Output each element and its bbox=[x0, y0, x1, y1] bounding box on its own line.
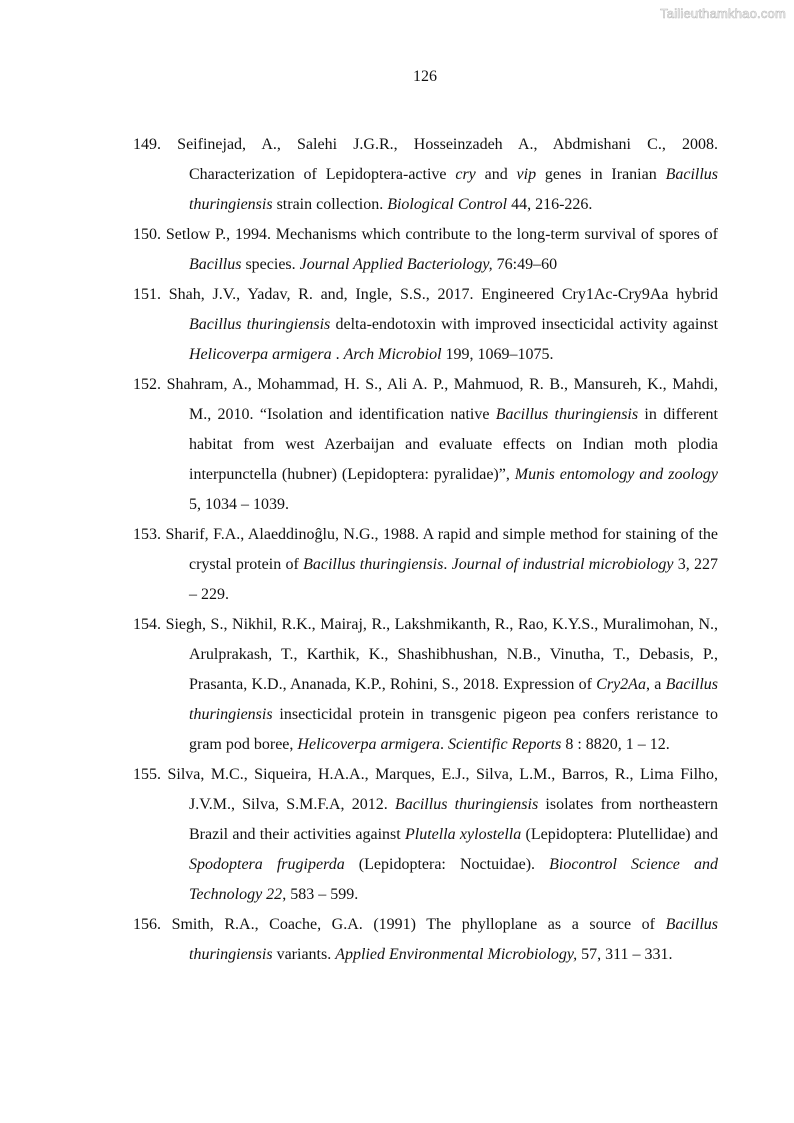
reference-text: 8 : 8820, 1 – 12. bbox=[561, 736, 670, 753]
reference-text: . bbox=[443, 556, 452, 573]
reference-text: . bbox=[331, 346, 344, 363]
reference-italic-text: Bacillus thuringiensis bbox=[495, 406, 639, 423]
reference-text: 76:49–60 bbox=[492, 256, 558, 273]
reference-italic-text: Journal of industrial microbiology bbox=[451, 556, 674, 573]
reference-text: , 583 – 599. bbox=[282, 886, 359, 903]
reference-text: (Lepidoptera: Plutellidae) and bbox=[521, 826, 718, 843]
reference-italic-text: Journal Applied Bacteriology, bbox=[299, 256, 493, 273]
reference-italic-text: cry bbox=[455, 166, 476, 183]
reference-number: 154. bbox=[133, 616, 161, 633]
reference-text: 44, 216-226. bbox=[507, 196, 593, 213]
reference-text: 5, 1034 – 1039. bbox=[189, 496, 289, 513]
reference-italic-text: Biocontrol Science and Technology 22 bbox=[189, 856, 718, 903]
reference-text: Shah, J.V., Yadav, R. and, Ingle, S.S., 2017. Engineered Cry1Ac-Cry9Aa hybrid bbox=[168, 286, 719, 303]
reference-text: Smith, R.A., Coache, G.A. (1991) The phylloplane as a source of bbox=[171, 916, 666, 933]
reference-text: (Lepidoptera: Noctuidae). bbox=[344, 856, 550, 873]
reference-text: and bbox=[475, 166, 517, 183]
reference-text: variants. bbox=[272, 946, 336, 963]
reference-italic-text: Bacillus thuringiensis bbox=[189, 676, 719, 723]
reference-italic-text: Bacillus thuringiensis bbox=[189, 316, 331, 333]
reference-italic-text: Plutella xylostella bbox=[404, 826, 522, 843]
reference-item bbox=[133, 910, 718, 970]
reference-italic-text: Helicoverpa armigera bbox=[189, 346, 332, 363]
reference-text: Siegh, S., Nikhil, R.K., Mairaj, R., Lakshmikanth, R., Rao, K.Y.S., Muralimohan, N., Arulprakash, T., Karthik, K., Shashibhushan, N.B., Vinutha, T., Debasis, P., Prasanta, K.D., Ananada, K.P., Rohini, S., 2018. Expression of bbox=[165, 616, 719, 693]
reference-text: delta-endotoxin with improved insecticidal activity against bbox=[330, 316, 719, 333]
reference-text: species. bbox=[241, 256, 300, 273]
reference-text: Seifinejad, A., Salehi J.G.R., Hosseinzadeh A., Abdmishani C., 2008. Characterization of Lepidoptera-active bbox=[177, 136, 719, 183]
reference-text: isolates from northeastern Brazil and their activities against bbox=[189, 796, 719, 843]
reference-italic-text: Scientific Reports bbox=[448, 736, 562, 753]
reference-text: Sharif, F.A., Alaeddinoĝlu, N.G., 1988. A rapid and simple method for staining of the crystal protein of bbox=[165, 526, 718, 573]
reference-text: Setlow P., 1994. Mechanisms which contribute to the long-term survival of spores of bbox=[165, 226, 719, 243]
reference-item bbox=[133, 760, 718, 910]
reference-text: , a bbox=[645, 676, 666, 693]
reference-italic-text: Bacillus thuringiensis bbox=[189, 916, 719, 963]
watermark: Tailieuthamkhao.com bbox=[660, 6, 786, 21]
reference-text: genes in Iranian bbox=[536, 166, 666, 183]
reference-text: in different habitat from west Azerbaijan and evaluate effects on Indian moth plodia interpunctella (hubner) (Lepidoptera: pyralidae)”, bbox=[189, 406, 718, 483]
reference-number: 149. bbox=[133, 136, 161, 153]
page-number: 126 bbox=[413, 68, 437, 85]
reference-text: 3, 227 – 229. bbox=[189, 556, 719, 603]
reference-text: Silva, M.C., Siqueira, H.A.A., Marques, E.J., Silva, L.M., Barros, R., Lima Filho, J.V.M., Silva, S.M.F.A, 2012. bbox=[167, 766, 719, 813]
reference-item bbox=[133, 220, 718, 280]
reference-item bbox=[133, 520, 718, 610]
reference-text: Shahram, A., Mohammad, H. S., Ali A. P., Mahmuod, R. B., Mansureh, K., Mahdi, M., 2010. “Isolation and identification native bbox=[166, 376, 719, 423]
reference-italic-text: Applied Environmental Microbiology, bbox=[335, 946, 578, 963]
reference-list bbox=[133, 130, 718, 970]
reference-italic-text: Munis entomology and zoology bbox=[514, 466, 719, 483]
reference-number: 151. bbox=[133, 286, 161, 303]
reference-italic-text: Arch Microbiol bbox=[343, 346, 442, 363]
reference-italic-text: Cry2Aa bbox=[596, 676, 646, 693]
reference-item bbox=[133, 610, 718, 760]
reference-text: 57, 311 – 331. bbox=[577, 946, 673, 963]
reference-italic-text: Spodoptera frugiperda bbox=[189, 856, 345, 873]
reference-italic-text: Biological Control bbox=[387, 196, 508, 213]
reference-italic-text: Bacillus thuringiensis bbox=[303, 556, 444, 573]
reference-italic-text: Bacillus bbox=[189, 256, 242, 273]
reference-item bbox=[133, 280, 718, 370]
reference-text: strain collection. bbox=[272, 196, 388, 213]
reference-item bbox=[133, 130, 718, 220]
reference-text: insecticidal protein in transgenic pigeon pea confers reristance to gram pod boree, bbox=[189, 706, 718, 753]
reference-italic-text: Bacillus thuringiensis bbox=[394, 796, 539, 813]
reference-number: 155. bbox=[133, 766, 161, 783]
reference-item bbox=[133, 370, 718, 520]
reference-text: . bbox=[440, 736, 449, 753]
reference-number: 152. bbox=[133, 376, 161, 393]
reference-italic-text: vip bbox=[516, 166, 537, 183]
reference-italic-text: Bacillus thuringiensis bbox=[189, 166, 718, 213]
reference-number: 153. bbox=[133, 526, 161, 543]
reference-italic-text: Helicoverpa armigera bbox=[297, 736, 441, 753]
reference-text: 199, 1069–1075. bbox=[441, 346, 554, 363]
reference-number: 150. bbox=[133, 226, 161, 243]
reference-number: 156. bbox=[133, 916, 161, 933]
